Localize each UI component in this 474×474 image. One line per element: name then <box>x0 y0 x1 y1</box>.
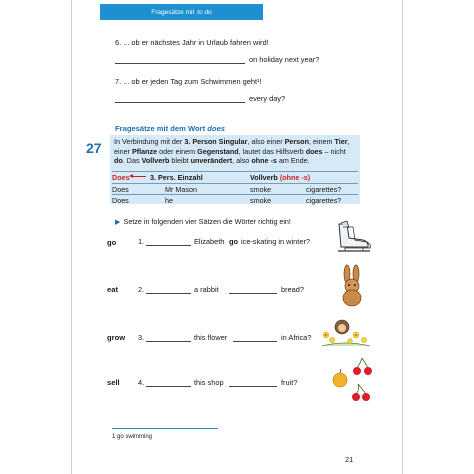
section-number: 27 <box>86 140 102 156</box>
answer-line-6[interactable] <box>115 63 245 64</box>
footnote-rule <box>112 428 218 429</box>
answer-line-4[interactable] <box>146 386 191 387</box>
table-row-2-object: cigarettes? <box>306 196 342 205</box>
answer-line-1[interactable] <box>146 245 191 246</box>
fruit-icon <box>330 356 375 402</box>
question-6-text: 6. ... ob er nächstes Jahr in Urlaub fahren wird! <box>115 38 269 47</box>
verb-eat: eat <box>107 285 118 294</box>
instruction: ▶ Setze in folgenden vier Sätzen die Wörter richtig ein! <box>115 217 291 226</box>
table-head-verb: Vollverb (ohne -s) <box>250 173 311 182</box>
ice-skates-icon <box>333 220 373 256</box>
info-text: In Verbindung mit der 3. Person Singular, also einer Person, einem Tier, einer Pflanze oder einem Gegenstand, lautet das Hilfsverb does – nicht do. Das Vollverb bleibt unverändert, also ohne -s am Ende. <box>114 137 350 166</box>
footnote: 1 go swimming <box>112 434 153 440</box>
table-mid-rule <box>112 183 358 184</box>
exercise-3-subject: this flower <box>194 333 228 342</box>
verb-sell: sell <box>107 378 120 387</box>
table-head-person: 3. Pers. Einzahl <box>150 173 203 182</box>
exercise-2-rest: bread? <box>281 285 305 294</box>
table-row-2-does: Does <box>112 196 129 205</box>
triangle-bullet-icon: ▶ <box>115 217 121 226</box>
table-row-1-does: Does <box>112 185 129 194</box>
answer-line-7[interactable] <box>115 102 245 103</box>
answer-line-2[interactable] <box>146 293 191 294</box>
exercise-3-num: 3. <box>138 333 145 342</box>
exercise-3-rest: in Africa? <box>281 333 312 342</box>
exercise-1-num: 1. <box>138 237 145 246</box>
arrow-left-icon <box>132 176 146 177</box>
page-number: 21 <box>345 455 354 464</box>
answer-line-4b[interactable] <box>229 386 277 387</box>
table-row-1-object: cigarettes? <box>306 185 342 194</box>
verb-grow: grow <box>107 333 126 342</box>
page-header <box>100 4 263 20</box>
question-6-tail: on holiday next year? <box>249 55 320 64</box>
table-row-rule <box>112 194 358 195</box>
table-head-does: Does <box>112 173 130 182</box>
table-row-2-person: he <box>165 196 173 205</box>
flowers-icon <box>318 313 372 349</box>
exercise-1-subject: Elizabeth <box>194 237 225 246</box>
exercise-1-rest: ice-skating in winter? <box>241 237 311 246</box>
exercise-2-num: 2. <box>138 285 145 294</box>
table-row-1-verb: smoke <box>250 185 272 194</box>
verb-go: go <box>107 238 117 247</box>
header-title: Fragesätze mit <box>151 8 195 16</box>
header-title-italic: to do <box>197 8 212 16</box>
answer-line-3b[interactable] <box>233 341 277 342</box>
exercise-4-subject: this shop <box>194 378 224 387</box>
answer-line-3[interactable] <box>146 341 191 342</box>
table-row-2-verb: smoke <box>250 196 272 205</box>
exercise-1-verb: go <box>229 237 239 246</box>
answer-line-2b[interactable] <box>229 293 277 294</box>
rabbit-icon <box>338 265 366 307</box>
section-title: Fragesätze mit dem Wort does <box>115 124 226 133</box>
question-7-text: 7. ... ob er jeden Tag zum Schwimmen geht¹! <box>115 77 262 86</box>
exercise-4-num: 4. <box>138 378 145 387</box>
table-top-rule <box>112 171 358 172</box>
exercise-4-rest: fruit? <box>281 378 298 387</box>
table-row-1-person: Mr Mason <box>165 185 197 194</box>
question-7-tail: every day? <box>249 94 286 103</box>
exercise-2-subject: a rabbit <box>194 285 219 294</box>
